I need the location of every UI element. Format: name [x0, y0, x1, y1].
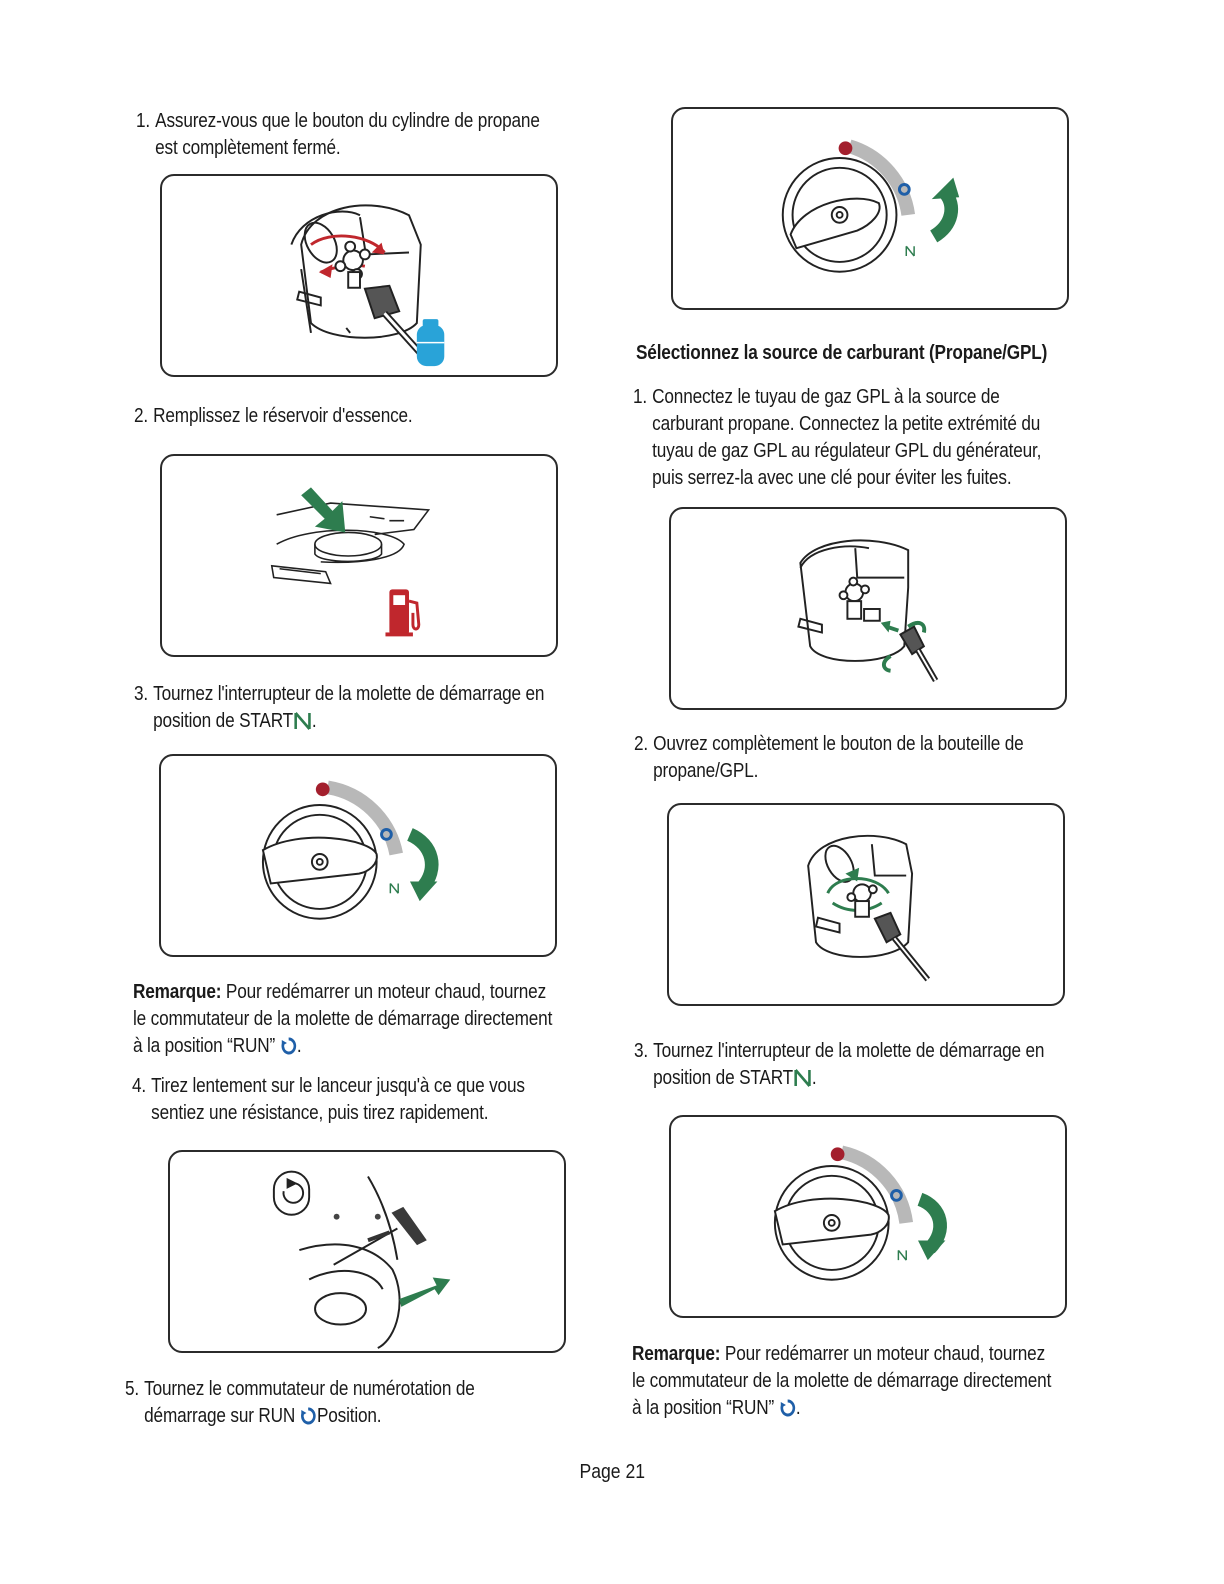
- step-text: Tournez le commutateur de numérotation de: [144, 1378, 475, 1400]
- figure-hose-connect: [669, 507, 1067, 710]
- step-number: 3.: [134, 683, 149, 705]
- right-note: [632, 1341, 1051, 1422]
- right-step-2: [634, 731, 1024, 785]
- figure-start-dial: [159, 754, 557, 957]
- run-icon: [280, 1036, 297, 1056]
- left-step-4: [132, 1073, 525, 1127]
- note-text: à la position “RUN”: [632, 1397, 779, 1419]
- step-number: 3.: [634, 1040, 649, 1062]
- page-number: Page 21: [579, 1461, 645, 1483]
- step-text: Tournez l'interrupteur de la molette de démarrage en: [153, 683, 545, 705]
- step-text: position de START: [653, 1067, 794, 1089]
- step-text: Remplissez le réservoir d'essence.: [153, 405, 413, 427]
- step-text: Position.: [316, 1405, 382, 1427]
- propane-tank-icon: [417, 319, 444, 366]
- step-number: 1.: [136, 110, 151, 132]
- figure-start-dial-right: [669, 1115, 1067, 1318]
- step-number: 2.: [634, 733, 649, 755]
- step-text: Connectez le tuyau de gaz GPL à la source de: [652, 386, 1000, 408]
- right-heading: Sélectionnez la source de carburant (Propane/GPL): [636, 342, 1048, 364]
- run-icon: [300, 1406, 317, 1426]
- step-text: Tournez l'interrupteur de la molette de démarrage en: [653, 1040, 1045, 1062]
- step-text: Assurez-vous que le bouton du cylindre de propane: [155, 110, 540, 132]
- figure-propane-valve-open: [667, 803, 1065, 1006]
- left-step-1: [136, 108, 540, 162]
- note-text: Pour redémarrer un moteur chaud, tournez: [720, 1343, 1046, 1365]
- start-choke-icon: [898, 1250, 906, 1260]
- step-text: Ouvrez complètement le bouton de la bouteille de: [653, 733, 1024, 755]
- note-text: le commutateur de la molette de démarrage directement: [632, 1370, 1052, 1392]
- step-text: est complètement fermé.: [155, 137, 341, 159]
- left-step-3: [134, 681, 544, 735]
- step-text: tuyau de gaz GPL au régulateur GPL du générateur,: [652, 440, 1042, 462]
- left-note: [133, 979, 552, 1060]
- fuel-pump-icon: [385, 589, 418, 636]
- page-footer: [0, 1461, 1224, 1484]
- right-step-1: [633, 384, 1041, 492]
- start-choke-icon: [793, 1068, 812, 1088]
- note-text: .: [296, 1035, 302, 1057]
- note-text: à la position “RUN”: [133, 1035, 280, 1057]
- run-icon: [779, 1398, 796, 1418]
- pull-arrow-icon: [399, 1277, 450, 1306]
- right-step-3: [634, 1038, 1044, 1092]
- left-step-2: [134, 403, 413, 430]
- step-text: puis serrez-la avec une clé pour éviter les fuites.: [652, 467, 1012, 489]
- note-text: le commutateur de la molette de démarrage directement: [133, 1008, 553, 1030]
- step-number: 5.: [125, 1378, 140, 1400]
- figure-fuel-tank: [160, 454, 558, 657]
- step-text: propane/GPL.: [653, 760, 759, 782]
- start-choke-icon: [390, 883, 398, 893]
- step-number: 1.: [633, 386, 648, 408]
- step-text: sentiez une résistance, puis tirez rapidement.: [151, 1102, 489, 1124]
- note-label: Remarque:: [133, 981, 222, 1003]
- start-choke-icon: [293, 711, 312, 731]
- step-text: .: [811, 1067, 817, 1089]
- step-text: Tirez lentement sur le lanceur jusqu'à ce que vous: [151, 1075, 525, 1097]
- figure-propane-valve-close: [160, 174, 558, 377]
- note-text: Pour redémarrer un moteur chaud, tournez: [221, 981, 547, 1003]
- step-text: .: [311, 710, 317, 732]
- step-text: démarrage sur RUN: [144, 1405, 300, 1427]
- figure-dial-reset: [671, 107, 1069, 310]
- step-number: 4.: [132, 1075, 147, 1097]
- step-text: position de START: [153, 710, 294, 732]
- note-text: .: [795, 1397, 801, 1419]
- start-choke-icon: [906, 246, 914, 256]
- left-step-5: [125, 1376, 475, 1430]
- step-text: carburant propane. Connectez la petite extrémité du: [652, 413, 1041, 435]
- note-label: Remarque:: [632, 1343, 721, 1365]
- step-number: 2.: [134, 405, 149, 427]
- figure-recoil-starter: [168, 1150, 566, 1353]
